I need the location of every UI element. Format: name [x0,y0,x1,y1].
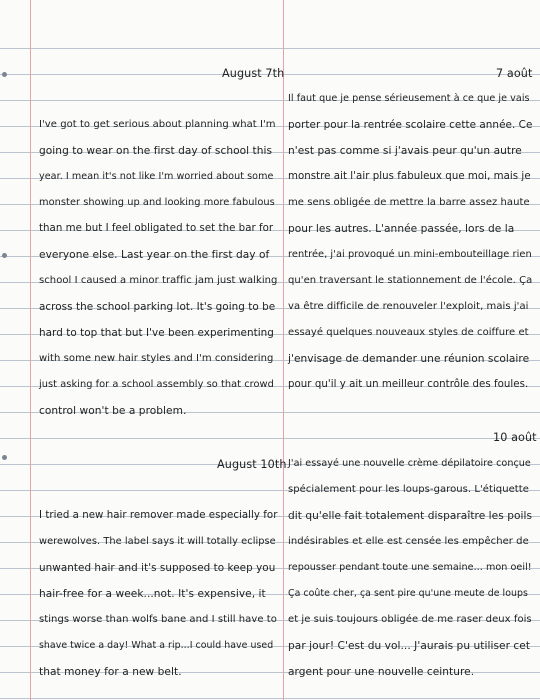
entry-line: with some new hair styles and I'm considering [39,353,274,364]
entry-line: Il faut que je pense sérieusement à ce que je vais [288,93,530,104]
entry-date-french-1: 7 août [496,67,533,80]
entry-line: stings worse than wolfs bane and I still have to [39,614,277,625]
binder-hole [2,455,7,460]
binder-hole [2,253,7,258]
entry-line: va être difficile de renouveler l'exploit, mais j'ai [288,301,529,312]
entry-line: pour les autres. L'année passée, lors de la [288,223,515,235]
entry-line: et je suis toujours obligée de me raser deux fois [288,614,532,625]
entry-line: werewolves. The label says it will totally eclipse [39,536,276,547]
entry-date-english-1: August 7th [222,67,285,80]
entry-line: qu'en traversant le stationnement de l'école. Ça [288,275,533,286]
entry-line: n'est pas comme si j'avais peur qu'un autre [288,145,522,157]
entry-line: indésirables et elle est censée les empêcher de [288,536,529,547]
entry-line: Ça coûte cher, ça sent pire qu'une meute de loups [288,588,528,599]
entry-line: going to wear on the first day of school this [39,145,273,157]
entry-line: rentrée, j'ai provoqué un mini-embouteillage rien [288,249,532,260]
entry-line: year. I mean it's not like I'm worried about some [39,171,274,182]
entry-line: j'envisage de demander une réunion scolaire [288,353,530,365]
entry-line: shave twice a day! What a rip...I could have used [39,640,274,651]
entry-line: hair-free for a week...not. It's expensive, it [39,588,266,600]
entry-line: me sens obligée de mettre la barre assez haute [288,197,530,208]
entry-line: everyone else. Last year on the first day of [39,249,270,261]
entry-line: porter pour la rentrée scolaire cette année. Ce [288,119,533,131]
entry-line: dit qu'elle fait totalement disparaître les poils [288,510,533,522]
entry-line: par jour! C'est du vol... J'aurais pu utiliser cet [288,640,531,652]
entry-line: repousser pendant toute une semaine... mon oeil! [288,562,532,573]
entry-line: across the school parking lot. It's going to be [39,301,276,313]
entry-line: unwanted hair and it's supposed to keep you [39,562,276,574]
entry-line: I tried a new hair remover made especially for [39,510,278,521]
entry-line: school I caused a minor traffic jam just walking [39,275,278,286]
entry-line: than me but I feel obligated to set the bar for [39,223,274,234]
entry-line: essayé quelques nouveaux styles de coiffure et [288,327,529,338]
entry-line: monster showing up and looking more fabulous [39,197,275,208]
entry-line: hard to top that but I've been experimenting [39,327,274,339]
entry-line: spécialement pour les loups-garous. L'étiquette [288,484,529,495]
binder-hole [2,72,7,77]
entry-line: pour qu'il y ait un meilleur contrôle des foules. [288,379,529,390]
entry-line: control won't be a problem. [39,405,187,417]
entry-line: J'ai essayé une nouvelle crème dépilatoire conçue [288,458,531,469]
entry-line: just asking for a school assembly so that crowd [39,379,274,390]
left-margin-line [30,0,31,700]
entry-line: monstre ait l'air plus fabuleux que moi, mais je [288,171,531,182]
entry-date-french-2: 10 août [493,431,537,444]
entry-line: that money for a new belt. [39,666,182,678]
entry-line: argent pour une nouvelle ceinture. [288,666,475,678]
center-margin-line [283,0,284,700]
entry-line: I've got to get serious about planning what I'm [39,119,276,130]
entry-date-english-2: August 10th [217,458,287,471]
